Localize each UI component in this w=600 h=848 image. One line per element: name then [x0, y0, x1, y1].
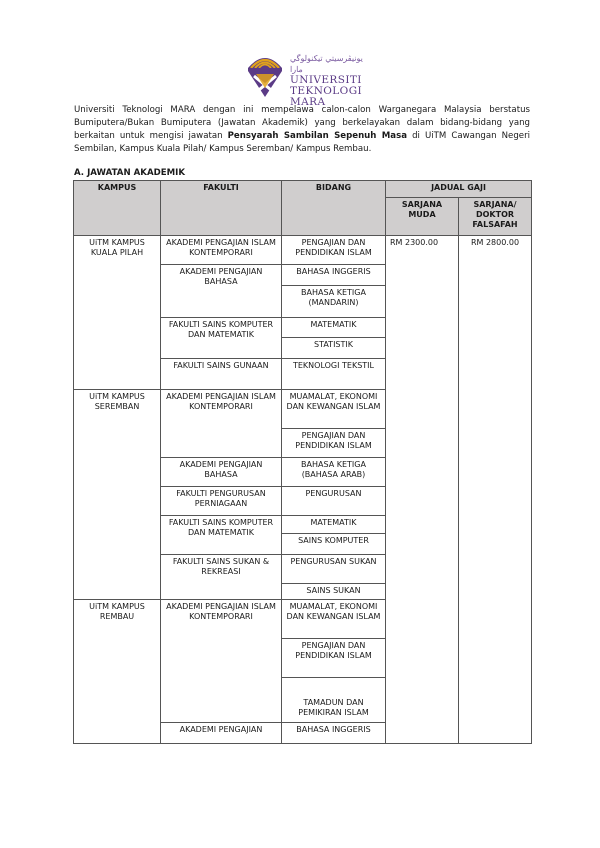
- logo-line-3: MARA: [290, 96, 326, 108]
- uitm-crest-icon: [244, 50, 286, 100]
- field-cell: PENGAJIAN DAN PENDIDIKAN ISLAM: [282, 639, 386, 678]
- intro-text-2: di UiTM Cawangan Negeri Sembilan, Kampus Kuala Pilah/ Kampus Seremban/ Kampus Rembau.: [74, 131, 530, 154]
- field-cell: STATISTIK: [282, 338, 386, 359]
- field-cell: MUAMALAT, EKONOMI DAN KEWANGAN ISLAM: [282, 600, 386, 639]
- table-header-row: [74, 181, 532, 198]
- field-cell: BAHASA INGGERIS: [282, 723, 386, 744]
- field-cell: PENGURUSAN SUKAN: [282, 555, 386, 584]
- faculty-cell: FAKULTI SAINS KOMPUTER DAN MATEMATIK: [161, 516, 282, 555]
- faculty-cell: AKADEMI PENGAJIAN BAHASA: [161, 265, 282, 318]
- vacancy-table: [73, 180, 532, 744]
- faculty-cell: FAKULTI SAINS KOMPUTER DAN MATEMATIK: [161, 318, 282, 359]
- salary-sarjana-doktor: RM 2800.00: [459, 236, 532, 744]
- intro-paragraph: [74, 104, 530, 156]
- faculty-cell: AKADEMI PENGAJIAN ISLAM KONTEMPORARI: [161, 390, 282, 458]
- logo-line-2: TEKNOLOGI: [290, 85, 363, 97]
- faculty-cell: FAKULTI PENGURUSAN PERNIAGAAN: [161, 487, 282, 516]
- logo-wordmark: [290, 53, 364, 108]
- faculty-cell: FAKULTI SAINS SUKAN & REKREASI: [161, 555, 282, 600]
- field-cell: TAMADUN DAN PEMIKIRAN ISLAM: [282, 678, 386, 723]
- field-cell: PENGAJIAN DAN PENDIDIKAN ISLAM: [282, 236, 386, 265]
- uitm-logo: [244, 50, 364, 108]
- section-title: A. JAWATAN AKADEMIK: [74, 168, 186, 178]
- header-fakulti: FAKULTI: [161, 181, 282, 236]
- field-cell: MATEMATIK: [282, 516, 386, 534]
- field-cell: MUAMALAT, EKONOMI DAN KEWANGAN ISLAM: [282, 390, 386, 429]
- campus-cell: UiTM KAMPUS KUALA PILAH: [74, 236, 161, 390]
- header-sarjana-doktor: SARJANA/ DOKTOR FALSAFAH: [459, 198, 532, 236]
- logo-line-1: UNIVERSITI: [290, 74, 362, 86]
- salary-sarjana-muda: RM 2300.00: [386, 236, 459, 744]
- header-jadual-gaji: JADUAL GAJI: [386, 181, 532, 198]
- campus-cell: UiTM KAMPUS SEREMBAN: [74, 390, 161, 600]
- field-cell: SAINS KOMPUTER: [282, 534, 386, 555]
- field-cell: BAHASA INGGERIS: [282, 265, 386, 286]
- logo-script-text: ﻳﻮﻧﻴﭭﺮﺳﻴﺘﻲ ﺗﻴﻜﻨﻮﻟﻮﮔﻲ ﻣﺎرا: [290, 54, 363, 74]
- faculty-cell: AKADEMI PENGAJIAN ISLAM KONTEMPORARI: [161, 600, 282, 723]
- field-cell: MATEMATIK: [282, 318, 386, 338]
- field-cell: SAINS SUKAN: [282, 584, 386, 600]
- intro-position-title: Pensyarah Sambilan Sepenuh Masa: [227, 131, 408, 141]
- field-cell: PENGURUSAN: [282, 487, 386, 516]
- header-sarjana-muda: SARJANA MUDA: [386, 198, 459, 236]
- field-cell: TEKNOLOGI TEKSTIL: [282, 359, 386, 390]
- field-cell: BAHASA KETIGA (BAHASA ARAB): [282, 458, 386, 487]
- campus-cell: UiTM KAMPUS REMBAU: [74, 600, 161, 744]
- field-cell: PENGAJIAN DAN PENDIDIKAN ISLAM: [282, 429, 386, 458]
- faculty-cell: FAKULTI SAINS GUNAAN: [161, 359, 282, 390]
- faculty-cell: AKADEMI PENGAJIAN ISLAM KONTEMPORARI: [161, 236, 282, 265]
- header-kampus: KAMPUS: [74, 181, 161, 236]
- header-bidang: BIDANG: [282, 181, 386, 236]
- faculty-cell: AKADEMI PENGAJIAN: [161, 723, 282, 744]
- faculty-cell: AKADEMI PENGAJIAN BAHASA: [161, 458, 282, 487]
- field-cell: BAHASA KETIGA (MANDARIN): [282, 286, 386, 318]
- intro-text-1: Universiti Teknologi MARA dengan ini mempelawa calon-calon Warganegara Malaysia berstatus Bumiputera/Bukan Bumiputera (Jawatan Akademik) yang berkelayakan dalam bidang-bidang yang berkaitan untuk mengisi jawatan: [74, 105, 530, 141]
- table-row: [74, 236, 532, 265]
